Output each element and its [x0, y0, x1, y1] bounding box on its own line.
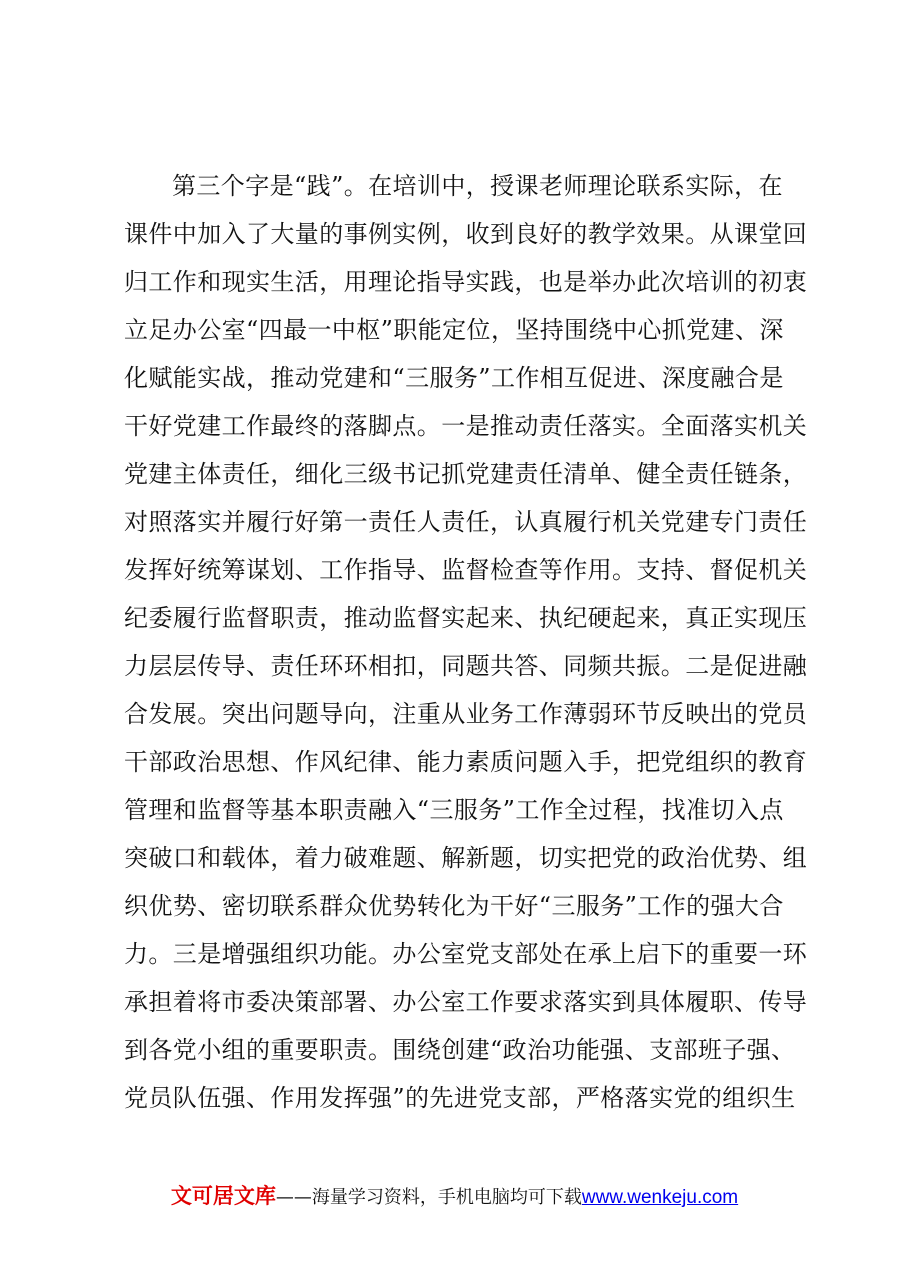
text-line-11: 力层层传导、责任环环相扣，同题共答、同频共振。二是促进融 [124, 652, 808, 680]
text-line-13: 干部政治思想、作风纪律、能力素质问题入手，把党组织的教育 [124, 748, 808, 776]
text-line-16: 织优势、密切联系群众优势转化为干好“三服务”工作的强大合 [124, 892, 784, 920]
text-line-1: 第三个字是“践”。在培训中，授课老师理论联系实际，在 [172, 172, 783, 200]
footer-banner [0, 1180, 909, 1210]
text-line-14: 管理和监督等基本职责融入“三服务”工作全过程，找准切入点 [124, 796, 784, 824]
footer-slogan: ——海量学习资料，手机电脑均可下载 [275, 1187, 582, 1208]
text-line-2: 课件中加入了大量的事例实例，收到良好的教学效果。从课堂回 [124, 220, 808, 248]
document-body [124, 162, 808, 1122]
text-line-5: 化赋能实战，推动党建和“三服务”工作相互促进、深度融合是 [124, 364, 784, 392]
text-line-9: 发挥好统筹谋划、工作指导、监督检查等作用。支持、督促机关 [124, 556, 808, 584]
website-link[interactable]: www.wenkeju.com [581, 1187, 739, 1208]
text-line-17: 力。三是增强组织功能。办公室党支部处在承上启下的重要一环 [124, 940, 808, 968]
brand-name: 文可居文库 [170, 1184, 276, 1208]
text-line-20: 党员队伍强、作用发挥强”的先进党支部，严格落实党的组织生 [124, 1084, 796, 1112]
text-line-10: 纪委履行监督职责，推动监督实起来、执纪硬起来，真正实现压 [124, 604, 808, 632]
text-line-7: 党建主体责任，细化三级书记抓党建责任清单、健全责任链条， [124, 460, 808, 488]
text-line-4: 立足办公室“四最一中枢”职能定位，坚持围绕中心抓党建、深 [124, 316, 784, 344]
text-line-18: 承担着将市委决策部署、办公室工作要求落实到具体履职、传导 [124, 988, 808, 1016]
text-line-15: 突破口和载体，着力破难题、解新题，切实把党的政治优势、组 [124, 844, 808, 872]
text-line-12: 合发展。突出问题导向，注重从业务工作薄弱环节反映出的党员 [124, 700, 808, 728]
text-line-19: 到各党小组的重要职责。围绕创建“政治功能强、支部班子强、 [124, 1036, 796, 1064]
text-line-8: 对照落实并履行好第一责任人责任，认真履行机关党建专门责任 [124, 508, 808, 536]
text-line-3: 归工作和现实生活，用理论指导实践，也是举办此次培训的初衷 [124, 268, 808, 296]
text-line-6: 干好党建工作最终的落脚点。一是推动责任落实。全面落实机关 [124, 412, 808, 440]
